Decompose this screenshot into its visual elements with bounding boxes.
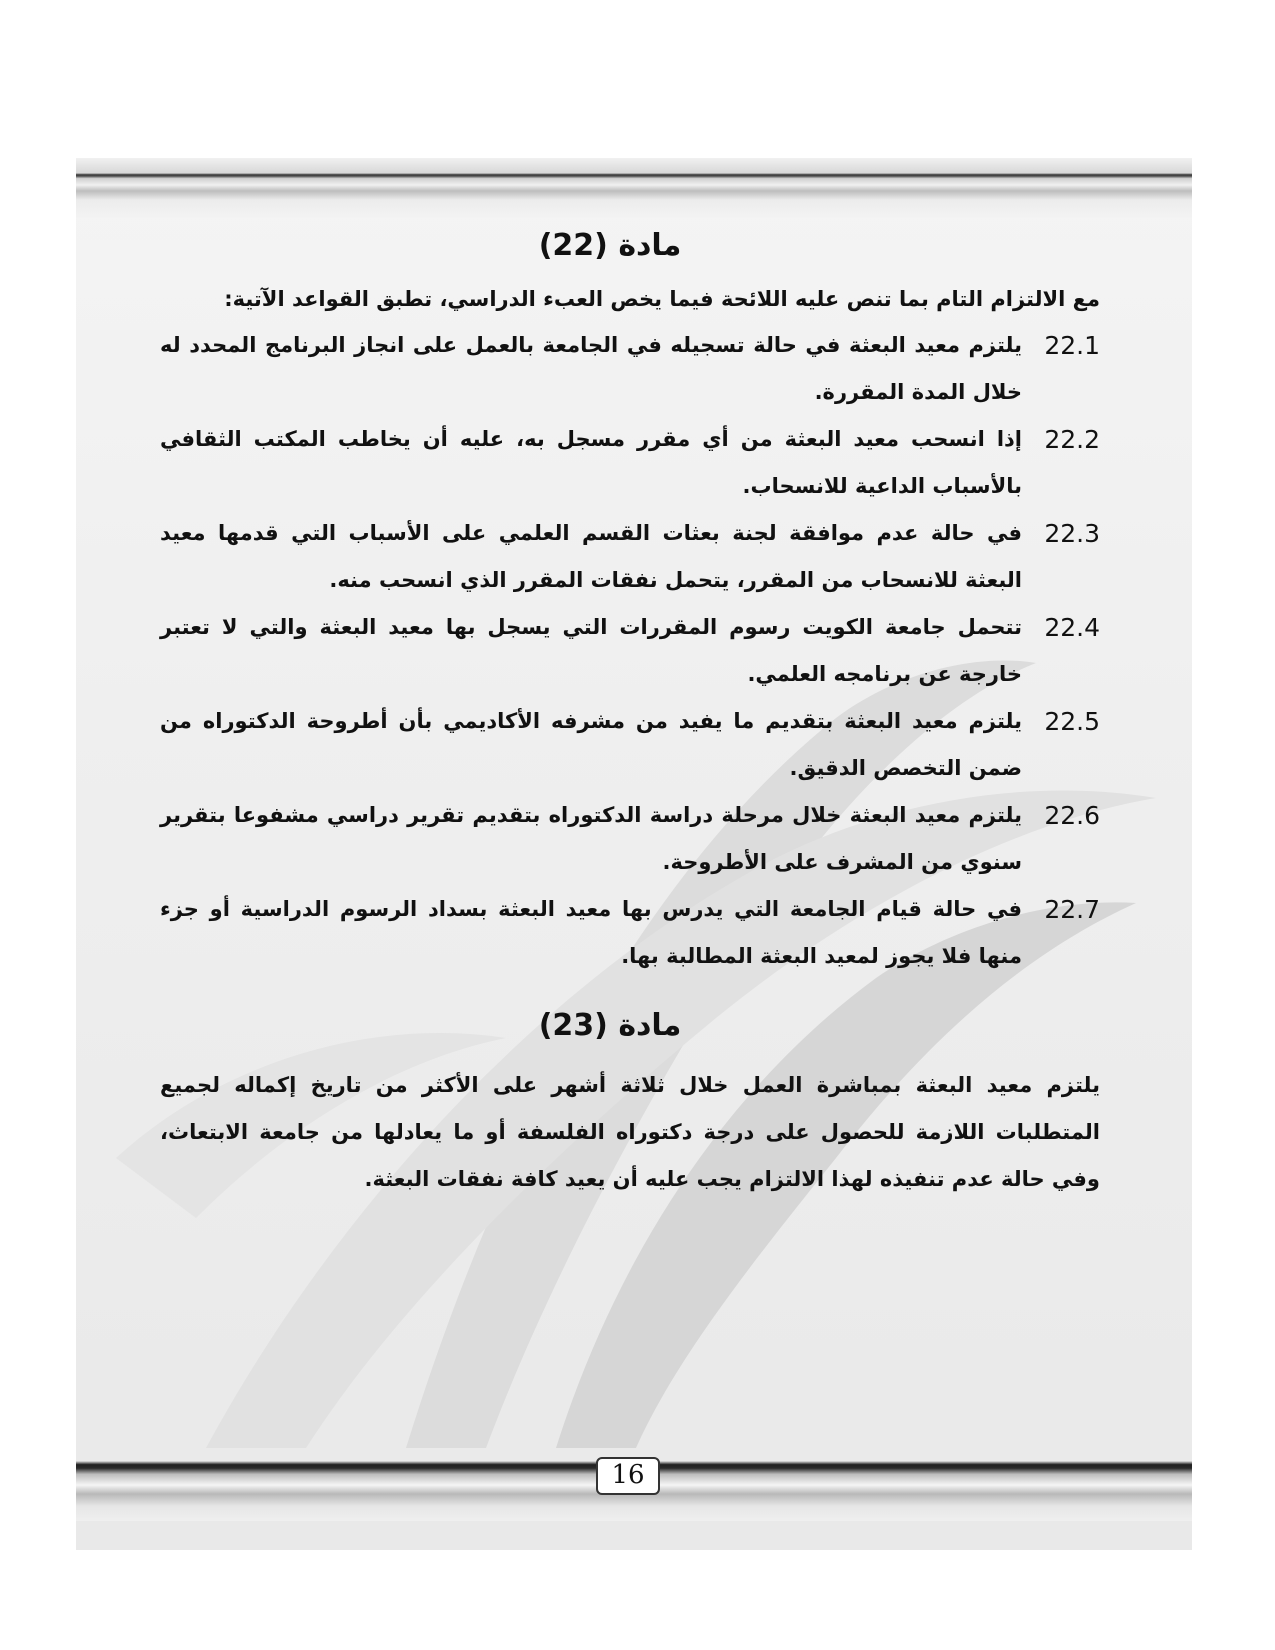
- clause-number: 22.7: [1044, 895, 1100, 924]
- clause-text: في حالة قيام الجامعة التي يدرس بها معيد البعثة بسداد الرسوم الدراسية أو جزء منها فلا يجوز لمعيد البعثة المطالبة بها.: [160, 897, 1022, 968]
- clause-22-7: [160, 886, 1100, 980]
- clause-number: 22.2: [1044, 425, 1100, 454]
- page-number: 16: [596, 1457, 660, 1495]
- clause-number: 22.4: [1044, 613, 1100, 642]
- clause-text: يلتزم معيد البعثة بتقديم ما يفيد من مشرفه الأكاديمي بأن أطروحة الدكتوراه من ضمن التخصص الدقيق.: [160, 709, 1022, 780]
- section-spacer: [160, 980, 1100, 1000]
- clause-text: إذا انسحب معيد البعثة من أي مقرر مسجل به، عليه أن يخاطب المكتب الثقافي بالأسباب الداعية للانسحاب.: [160, 427, 1022, 498]
- clause-text: في حالة عدم موافقة لجنة بعثات القسم العلمي على الأسباب التي قدمها معيد البعثة للانسحاب من المقرر، يتحمل نفقات المقرر الذي انسحب منه.: [160, 521, 1022, 592]
- article-22-intro: مع الالتزام التام بما تنص عليه اللائحة فيما يخص العبء الدراسي، تطبق القواعد الآتية:: [224, 287, 1100, 311]
- article-23-heading: مادة (23): [538, 1008, 682, 1043]
- clause-22-6: [160, 792, 1100, 886]
- clause-number: 22.3: [1044, 519, 1100, 548]
- clause-text: يلتزم معيد البعثة خلال مرحلة دراسة الدكتوراه بتقديم تقرير دراسي مشفوعا بتقرير سنوي من المشرف على الأطروحة.: [160, 803, 1022, 874]
- clause-22-4: [160, 604, 1100, 698]
- clause-number: 22.6: [1044, 801, 1100, 830]
- article-23-text: يلتزم معيد البعثة بمباشرة العمل خلال ثلاثة أشهر على الأكثر من تاريخ إكماله لجميع المتطلبات اللازمة للحصول على درجة دكتوراه الفلسفة أو ما يعادلها من جامعة الابتعاث، وفي حالة عدم تنفيذه لهذا الالتزام يجب عليه أن يعيد كافة نفقات البعثة.: [160, 1073, 1100, 1191]
- clause-text: تتحمل جامعة الكويت رسوم المقررات التي يسجل بها معيد البعثة والتي لا تعتبر خارجة عن برنامجه العلمي.: [160, 615, 1022, 686]
- document-body: [160, 220, 1100, 1203]
- article-22-heading: مادة (22): [538, 228, 682, 263]
- clause-22-5: [160, 698, 1100, 792]
- clause-22-3: [160, 510, 1100, 604]
- clause-22-2: [160, 416, 1100, 510]
- clause-number: 22.1: [1044, 331, 1100, 360]
- header-decorative-band: [76, 158, 1192, 218]
- clause-number: 22.5: [1044, 707, 1100, 736]
- clause-22-1: [160, 322, 1100, 416]
- clause-text: يلتزم معيد البعثة في حالة تسجيله في الجامعة بالعمل على انجاز البرنامج المحدد له خلال المدة المقررة.: [160, 333, 1022, 404]
